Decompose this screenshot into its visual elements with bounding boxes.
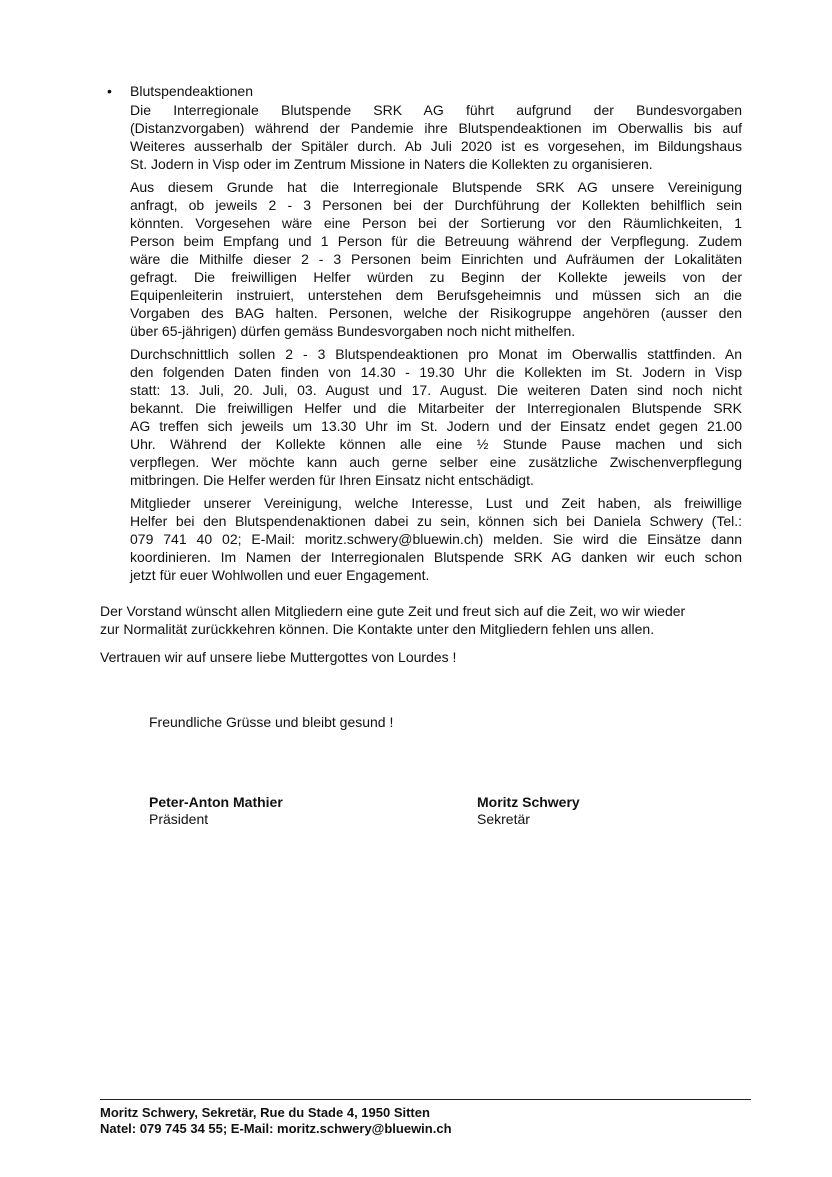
text-line: Die Interregionale Blutspende SRK AG führt aufgrund der Bundesvorgaben bbox=[130, 102, 742, 118]
text-line: Person beim Empfang und 1 Person für die Betreuung während der Verpflegung. Zudem bbox=[130, 233, 742, 249]
body-paragraph bbox=[130, 494, 742, 584]
text-line: St. Jodern in Visp oder im Zentrum Missione in Naters die Kollekten zu organisieren. bbox=[130, 156, 653, 172]
text-line: Weiteres ausserhalb der Spitäler durch. Ab Juli 2020 ist es vorgesehen, im Bildungshaus bbox=[130, 138, 742, 154]
text-line: wäre die Mithilfe dieser 2 - 3 Personen beim Einrichten und Aufräumen der Lokalitäten bbox=[130, 251, 742, 267]
text-line: (Distanzvorgaben) während der Pandemie ihre Blutspendeaktionen im Oberwallis bis auf bbox=[130, 120, 742, 136]
body-paragraphs bbox=[130, 101, 742, 584]
text-line: AG treffen sich jeweils um 13.30 Uhr im St. Jodern und der Einsatz endet gegen 21.00 bbox=[130, 418, 742, 434]
faith-line: Vertrauen wir auf unsere liebe Muttergottes von Lourdes ! bbox=[100, 649, 457, 665]
text-line: jetzt für euer Wohlwollen und euer Engagement. bbox=[130, 567, 430, 583]
closing-line: zur Normalität zurückkehren können. Die Kontakte unter den Mitgliedern fehlen uns allen. bbox=[100, 621, 655, 637]
text-line: Mitglieder unserer Vereinigung, welche Interesse, Lust und Zeit haben, als freiwillige bbox=[130, 495, 742, 511]
section-heading: Blutspendeaktionen bbox=[130, 83, 253, 99]
body-paragraph bbox=[130, 101, 742, 173]
text-line: statt: 13. Juli, 20. Juli, 03. August und 17. August. Die weiteren Daten sind noch nicht bbox=[130, 382, 742, 398]
signature-name: Peter-Anton Mathier bbox=[149, 794, 283, 810]
text-line: über 65-jährigen) dürfen gemäss Bundesvorgaben noch nicht mithelfen. bbox=[130, 323, 576, 339]
greeting: Freundliche Grüsse und bleibt gesund ! bbox=[149, 714, 394, 730]
signature-role: Sekretär bbox=[477, 811, 530, 827]
text-line: könnten. Vorgesehen wäre eine Person bei der Sortierung vor den Räumlichkeiten, 1 bbox=[130, 215, 742, 231]
footer bbox=[100, 1105, 452, 1137]
text-line: bekannt. Die freiwilligen Helfer und die Mitarbeiter der Interregionalen Blutspende SRK bbox=[130, 400, 742, 416]
text-line: anfragt, ob jeweils 2 - 3 Personen bei der Durchführung der Kollekten behilflich sein bbox=[130, 197, 742, 213]
blood-donation-section bbox=[0, 82, 832, 584]
body-paragraph bbox=[130, 178, 742, 340]
body-paragraph bbox=[130, 345, 742, 489]
text-line: Equipenleiterin instruiert, unterstehen dem Berufsgeheimnis und müssen sich an die bbox=[130, 287, 742, 303]
text-line: 079 741 40 02; E-Mail: moritz.schwery@bluewin.ch) melden. Sie wird die Einsätze dann bbox=[130, 531, 742, 547]
text-line: Aus diesem Grunde hat die Interregionale Blutspende SRK AG unsere Vereinigung bbox=[130, 179, 742, 195]
spacer bbox=[100, 638, 750, 648]
text-line: verpflegen. Wer möchte kann auch gerne selber eine zusätzliche Zwischenverpflegung bbox=[130, 454, 742, 470]
footer-contact: Natel: 079 745 34 55; E-Mail: moritz.schwery@bluewin.ch bbox=[100, 1121, 452, 1136]
text-line: koordinieren. Im Namen der Interregionalen Blutspende SRK AG danken wir euch schon bbox=[130, 549, 742, 565]
text-line: Helfer bei den Blutspendenaktionen dabei zu sein, können sich bei Daniela Schwery (Tel.: bbox=[130, 513, 742, 529]
text-line: Uhr. Während der Kollekte können alle eine ½ Stunde Pause machen und sich bbox=[130, 436, 742, 452]
text-line: gefragt. Die freiwilligen Helfer würden zu Beginn der Kollekte jeweils von der bbox=[130, 269, 742, 285]
text-line: Vorgaben des BAG halten. Personen, welche der Risikogruppe angehören (ausser den bbox=[130, 305, 742, 321]
signature-president bbox=[149, 794, 283, 828]
signature-role: Präsident bbox=[149, 811, 209, 827]
text-line: mitbringen. Die Helfer werden für Ihren Einsatz nicht entschädigt. bbox=[130, 472, 534, 488]
bullet-item bbox=[0, 82, 832, 100]
closing-section bbox=[100, 602, 750, 666]
signature-name: Moritz Schwery bbox=[477, 794, 580, 810]
bullet-icon: • bbox=[107, 83, 112, 99]
footer-address: Moritz Schwery, Sekretär, Rue du Stade 4, 1950 Sitten bbox=[100, 1105, 430, 1120]
signature-secretary bbox=[477, 794, 580, 828]
footer-divider bbox=[100, 1099, 751, 1100]
closing-line: Der Vorstand wünscht allen Mitgliedern eine gute Zeit und freut sich auf die Zeit, wo wir wieder bbox=[100, 603, 686, 619]
text-line: Durchschnittlich sollen 2 - 3 Blutspendeaktionen pro Monat im Oberwallis stattfinden. An bbox=[130, 346, 742, 362]
text-line: den folgenden Daten finden von 14.30 - 19.30 Uhr die Kollekten im St. Jodern in Visp bbox=[130, 364, 742, 380]
